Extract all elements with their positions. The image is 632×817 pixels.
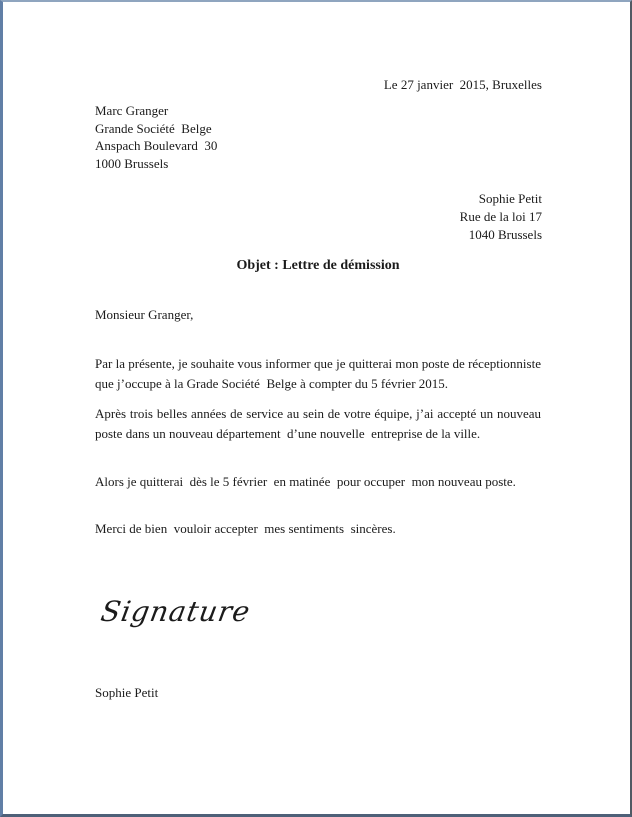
- body-paragraph-1: Par la présente, je souhaite vous informer que je quitterai mon poste de réceptionniste que j’occupe à la Grade Société Belge à compter du 5 février 2015.: [95, 356, 545, 391]
- sender-name: Sophie Petit: [478, 191, 542, 206]
- recipient-city: 1000 Brussels: [95, 155, 169, 171]
- recipient-street: Anspach Boulevard 30: [95, 138, 218, 153]
- signature-name: Sophie Petit: [95, 685, 159, 700]
- sender-city: 1040 Brussels: [468, 227, 542, 242]
- subject-line: Objet : Lettre de démission: [236, 258, 400, 273]
- recipient-company: Grande Société Belge: [95, 120, 212, 136]
- sender-address-block: [95, 190, 542, 244]
- sender-street: Rue de la loi 17: [459, 209, 542, 224]
- body-paragraph-2: Après trois belles années de service au sein de votre équipe, j’ai accepté un nouveau poste dans un nouveau département d’une nouvelle entreprise de la ville.: [95, 406, 545, 441]
- date-line: Le 27 janvier 2015, Bruxelles: [383, 77, 542, 92]
- recipient-address-block: [95, 102, 217, 172]
- body-paragraph-4: Merci de bien vouloir accepter mes sentiments sincères.: [95, 521, 396, 536]
- body-paragraph-3: Alors je quitterai dès le 5 février en matinée pour occuper mon nouveau poste.: [95, 474, 516, 489]
- recipient-name: Marc Granger: [95, 103, 169, 118]
- salutation: Monsieur Granger,: [95, 307, 194, 322]
- signature-script: Signature: [98, 595, 254, 628]
